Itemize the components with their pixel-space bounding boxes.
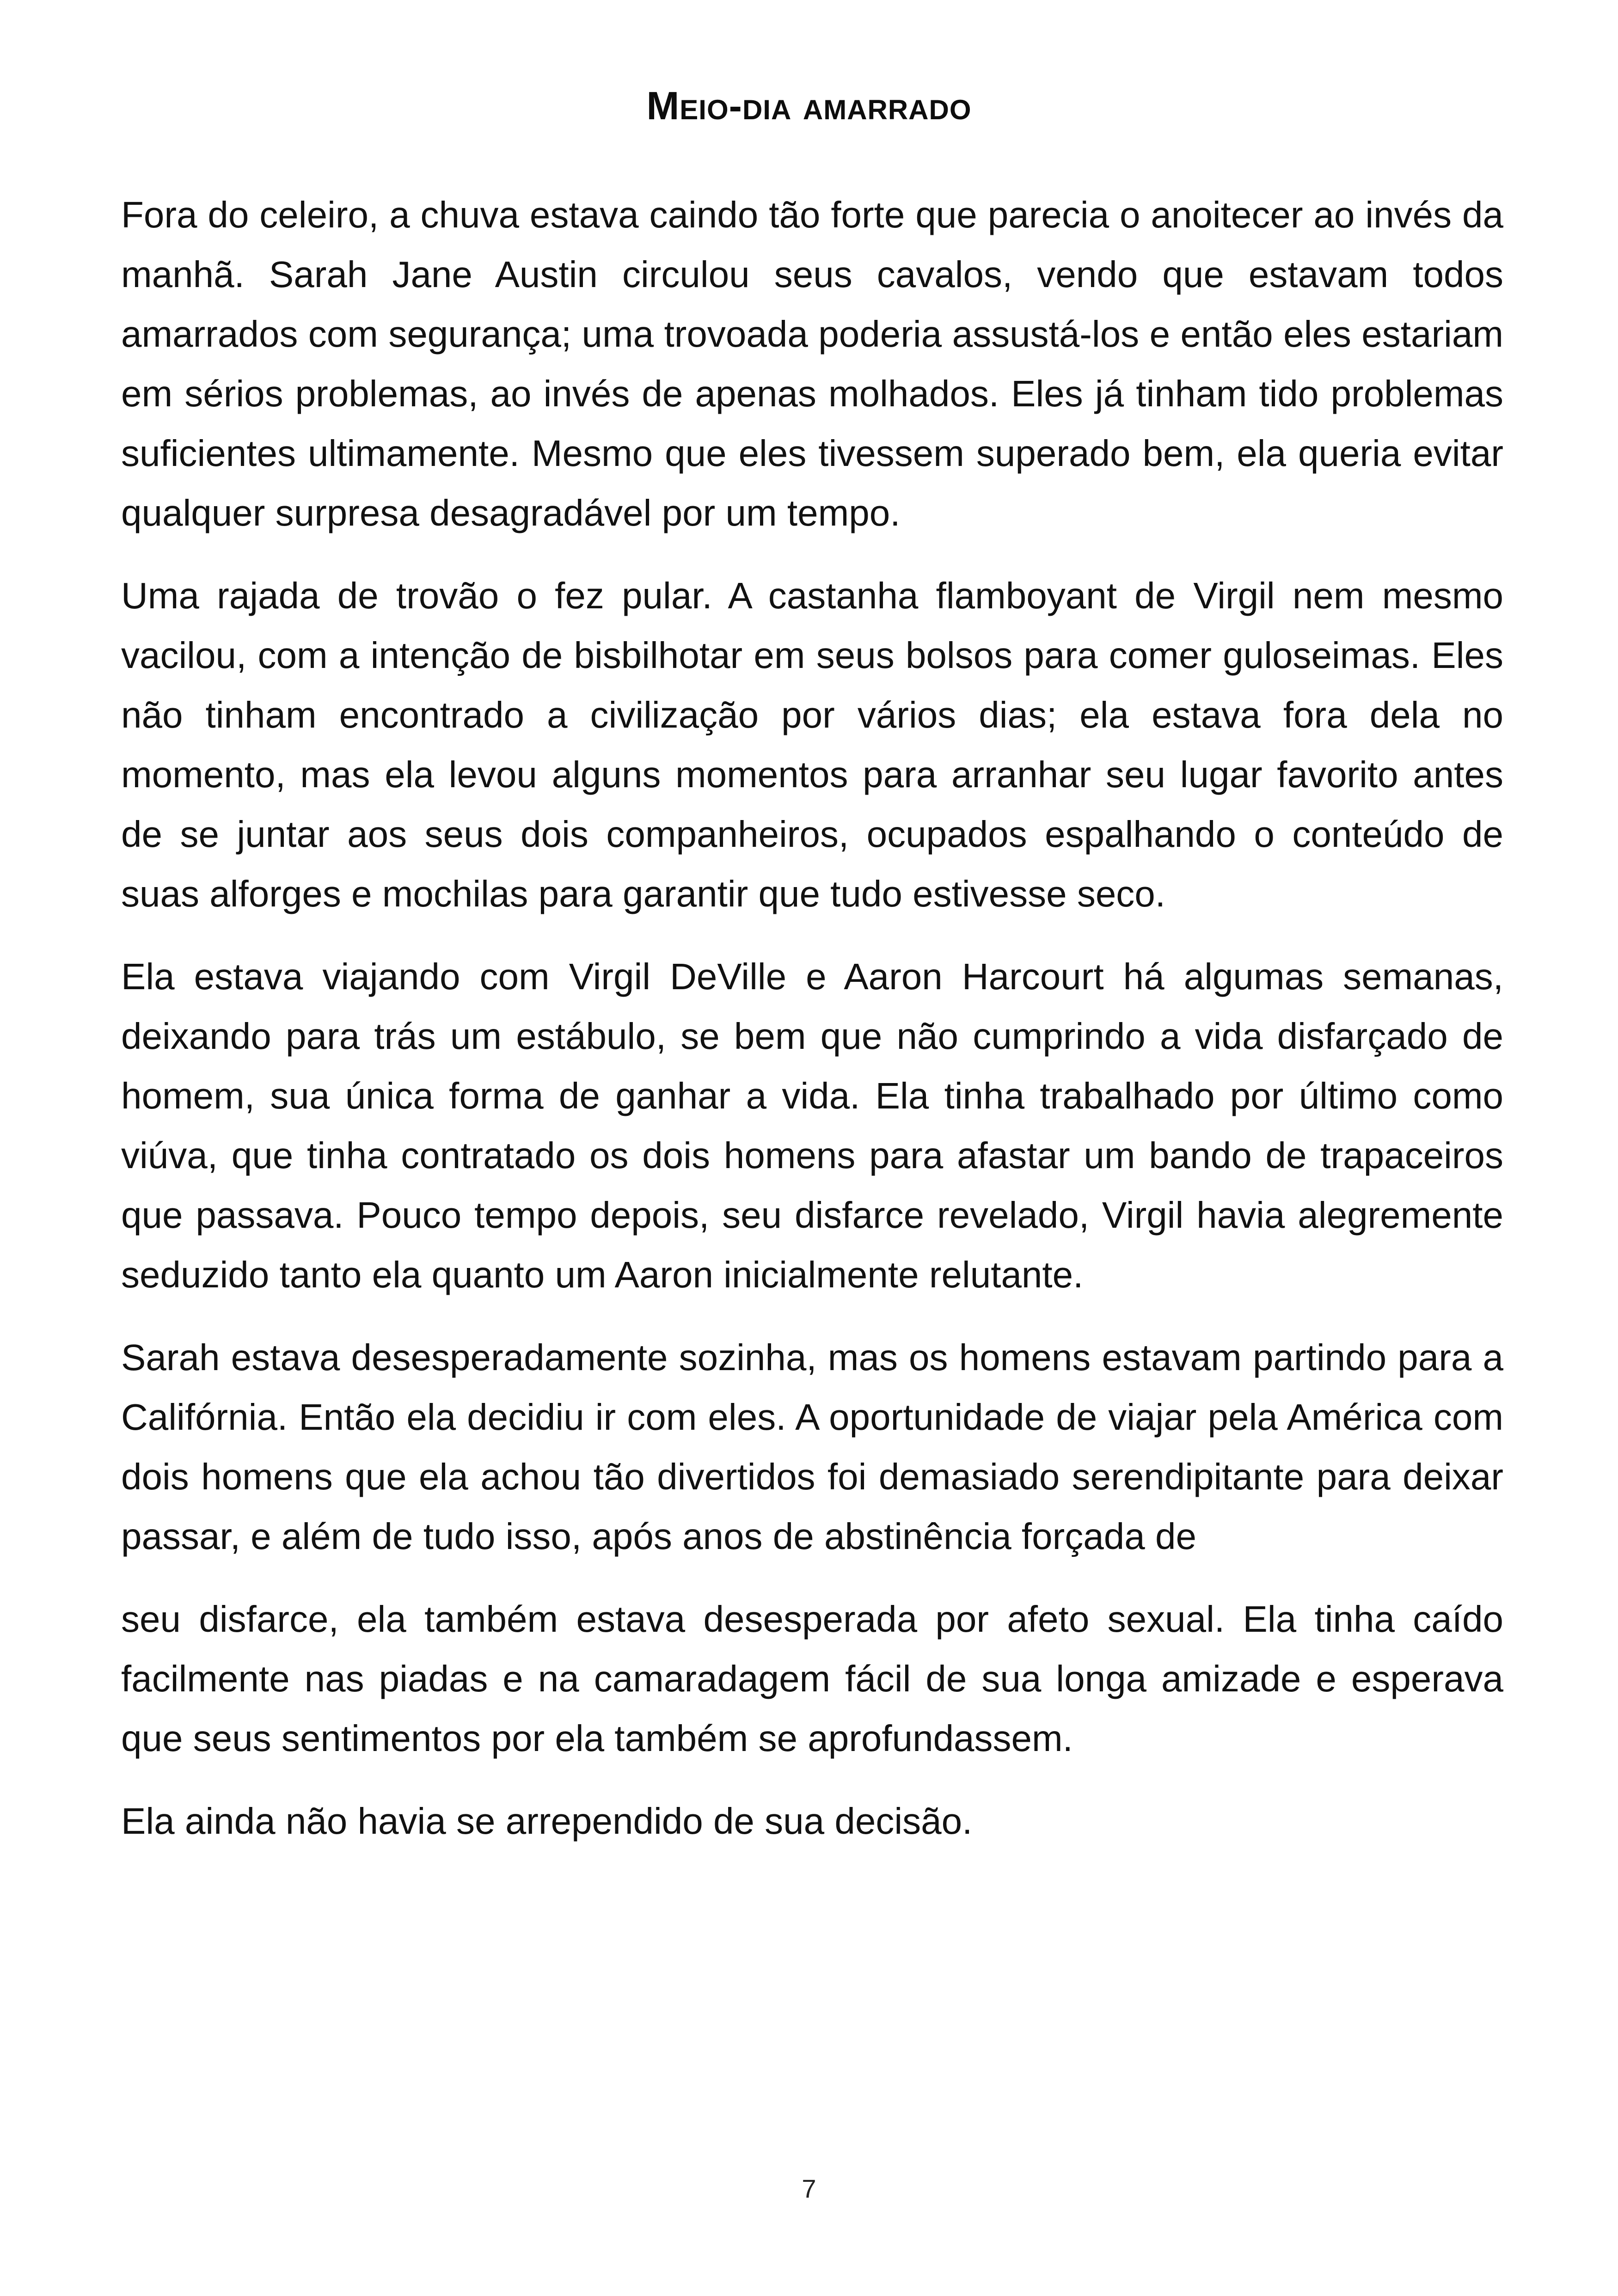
- paragraph: Ela ainda não havia se arrependido de sua decisão.: [121, 1800, 973, 1842]
- paragraph: Sarah estava desesperadamente sozinha, mas os homens estavam partindo para a Califórnia. Então ela decidiu ir com eles. A oportunidade de viajar pela América com dois homens que ela achou tão divertidos foi demasiado serendipitante para deixar passar, e além de tudo isso, após anos de abstinência forçada de: [121, 1337, 1503, 1557]
- paragraph: Ela estava viajando com Virgil DeVille e Aaron Harcourt há algumas semanas, deixando para trás um estábulo, se bem que não cumprindo a vida disfarçado de homem, sua única forma de ganhar a vida. Ela tinha trabalhado por último como viúva, que tinha contratado os dois homens para afastar um bando de trapaceiros que passava. Pouco tempo depois, seu disfarce revelado, Virgil havia alegremente seduzido tanto ela quanto um Aaron inicialmente relutante.: [121, 956, 1503, 1295]
- chapter-title: Meio-dia amarrado: [646, 84, 972, 128]
- paragraph: seu disfarce, ela também estava desesperada por afeto sexual. Ela tinha caído facilmente nas piadas e na camaradagem fácil de sua longa amizade e esperava que seus sentimentos por ela também se aprofundassem.: [121, 1598, 1503, 1759]
- body-text: [121, 185, 1503, 1874]
- paragraph: Fora do celeiro, a chuva estava caindo tão forte que parecia o anoitecer ao invés da manhã. Sarah Jane Austin circulou seus cavalos, vendo que estavam todos amarrados com segurança; uma trovoada poderia assustá-los e então eles estariam em sérios problemas, ao invés de apenas molhados. Eles já tinham tido problemas suficientes ultimamente. Mesmo que eles tivessem superado bem, ela queria evitar qualquer surpresa desagradável por um tempo.: [121, 194, 1503, 533]
- paragraph: Uma rajada de trovão o fez pular. A castanha flamboyant de Virgil nem mesmo vacilou, com a intenção de bisbilhotar em seus bolsos para comer guloseimas. Eles não tinham encontrado a civilização por vários dias; ela estava fora dela no momento, mas ela levou alguns momentos para arranhar seu lugar favorito antes de se juntar aos seus dois companheiros, ocupados espalhando o conteúdo de suas alforges e mochilas para garantir que tudo estivesse seco.: [121, 575, 1503, 914]
- page-number: 7: [802, 2174, 816, 2203]
